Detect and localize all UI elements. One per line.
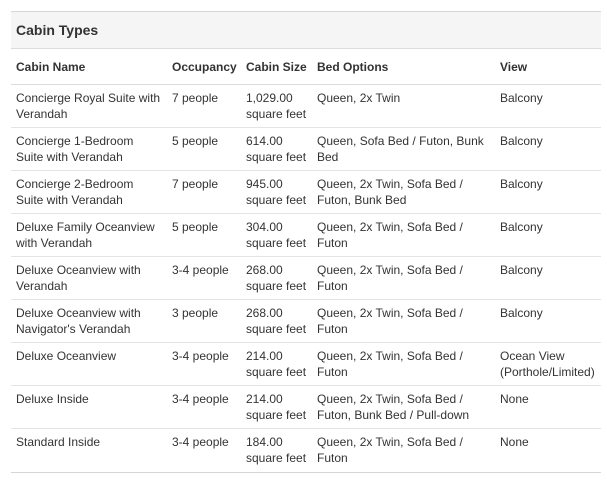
cell-occupancy: 3 people bbox=[167, 300, 241, 343]
cell-view: Ocean View (Porthole/Limited) bbox=[495, 343, 601, 386]
cell-view: Balcony bbox=[495, 128, 601, 171]
cell-bed-options: Queen, Sofa Bed / Futon, Bunk Bed bbox=[312, 128, 495, 171]
cell-cabin-size: 1,029.00 square feet bbox=[246, 91, 307, 121]
column-header-view: View bbox=[495, 49, 601, 85]
cell-bed-options: Queen, 2x Twin, Sofa Bed / Futon, Bunk Bed / Pull-down bbox=[312, 386, 495, 429]
table-row bbox=[11, 85, 601, 128]
cabin-types-panel bbox=[11, 11, 601, 473]
cell-occupancy: 7 people bbox=[167, 171, 241, 214]
cell-cabin-size: 214.00 square feet bbox=[241, 386, 312, 429]
cell-view: None bbox=[495, 386, 601, 429]
cell-cabin-name: Deluxe Oceanview with Navigator's Verandah bbox=[11, 300, 167, 343]
cell-occupancy: 5 people bbox=[167, 128, 241, 171]
cell-view: Balcony bbox=[495, 214, 601, 257]
cell-occupancy: 3-4 people bbox=[167, 429, 241, 472]
cell-cabin-size: 214.00 square feet bbox=[241, 343, 312, 386]
cell-cabin-size: 184.00 square feet bbox=[241, 429, 312, 472]
cell-cabin-name: Standard Inside bbox=[11, 429, 167, 472]
cell-cabin-size: 614.00 square feet bbox=[241, 128, 312, 171]
cell-bed-options: Queen, 2x Twin, Sofa Bed / Futon bbox=[312, 300, 495, 343]
cell-cabin-size: 268.00 square feet bbox=[241, 257, 312, 300]
cell-occupancy: 7 people bbox=[172, 91, 219, 105]
cell-bed-options: Queen, 2x Twin, Sofa Bed / Futon bbox=[312, 214, 495, 257]
cell-bed-options: Queen, 2x Twin, Sofa Bed / Futon, Bunk Bed bbox=[312, 171, 495, 214]
cell-cabin-name: Deluxe Inside bbox=[11, 386, 167, 429]
cabin-types-table bbox=[11, 49, 601, 471]
table-row bbox=[11, 257, 601, 300]
table-header-row bbox=[11, 49, 601, 85]
cell-cabin-name: Concierge 1-Bedroom Suite with Verandah bbox=[11, 128, 167, 171]
cell-occupancy: 3-4 people bbox=[167, 343, 241, 386]
cell-view: Balcony bbox=[495, 171, 601, 214]
cell-cabin-name: Deluxe Oceanview with Verandah bbox=[11, 257, 167, 300]
cell-view: Balcony bbox=[500, 91, 543, 105]
table-row bbox=[11, 386, 601, 429]
cell-cabin-name: Concierge Royal Suite with Verandah bbox=[16, 91, 161, 121]
table-row bbox=[11, 171, 601, 214]
cell-occupancy: 3-4 people bbox=[167, 386, 241, 429]
cell-bed-options: Queen, 2x Twin, Sofa Bed / Futon bbox=[312, 343, 495, 386]
cell-bed-options: Queen, 2x Twin, Sofa Bed / Futon bbox=[312, 429, 495, 472]
cell-bed-options: Queen, 2x Twin bbox=[317, 91, 401, 105]
cell-cabin-name: Concierge 2-Bedroom Suite with Verandah bbox=[11, 171, 167, 214]
table-row bbox=[11, 343, 601, 386]
cell-cabin-size: 945.00 square feet bbox=[241, 171, 312, 214]
cell-cabin-size: 304.00 square feet bbox=[241, 214, 312, 257]
cell-cabin-name: Deluxe Oceanview bbox=[11, 343, 167, 386]
column-header-cabin-name: Cabin Name bbox=[11, 49, 167, 85]
section-title: Cabin Types bbox=[11, 12, 601, 49]
column-header-bed-options: Bed Options bbox=[312, 49, 495, 85]
table-row bbox=[11, 300, 601, 343]
cell-cabin-size: 268.00 square feet bbox=[241, 300, 312, 343]
table-row bbox=[11, 429, 601, 472]
column-header-cabin-size: Cabin Size bbox=[241, 49, 312, 85]
cell-view: Balcony bbox=[495, 257, 601, 300]
cell-cabin-name: Deluxe Family Oceanview with Verandah bbox=[11, 214, 167, 257]
cell-view: None bbox=[495, 429, 601, 472]
cell-occupancy: 3-4 people bbox=[167, 257, 241, 300]
column-header-occupancy: Occupancy bbox=[167, 49, 241, 85]
table-row bbox=[11, 128, 601, 171]
cell-occupancy: 5 people bbox=[167, 214, 241, 257]
cell-view: Balcony bbox=[495, 300, 601, 343]
cell-bed-options: Queen, 2x Twin, Sofa Bed / Futon bbox=[312, 257, 495, 300]
table-row bbox=[11, 214, 601, 257]
